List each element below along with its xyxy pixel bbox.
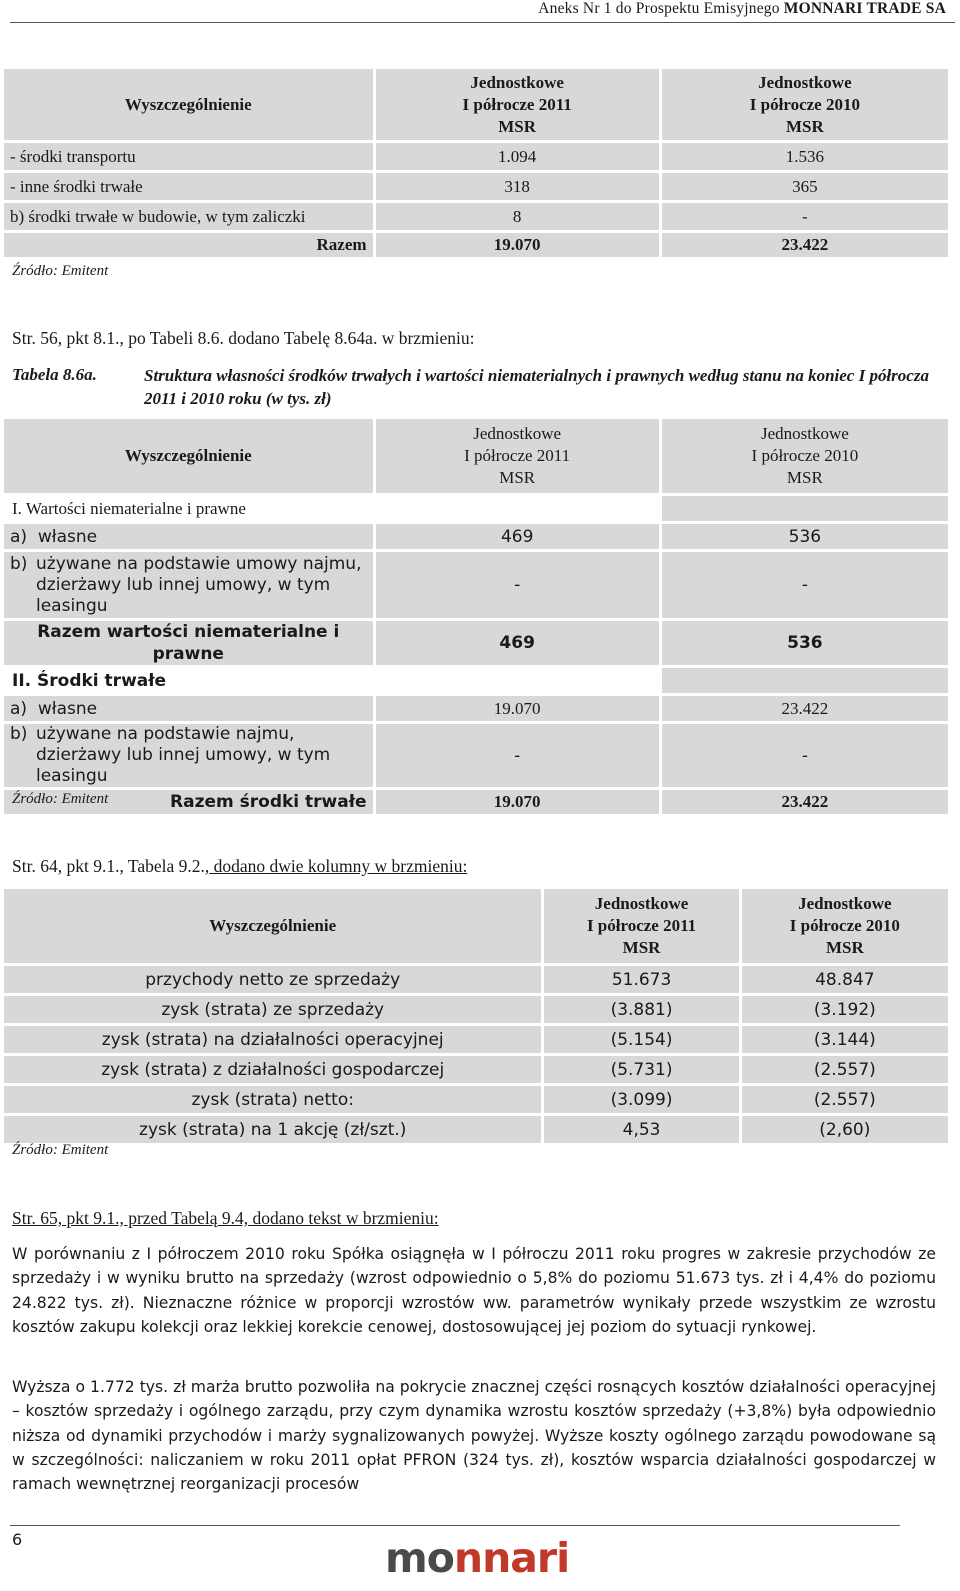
col-head-item: Wyszczególnienie <box>4 69 373 140</box>
row-label <box>4 524 373 549</box>
table-row <box>4 724 948 787</box>
col-head-item: Wyszczególnienie <box>4 419 373 493</box>
row-value-2010: - <box>662 552 948 618</box>
logo-part-a: mo <box>385 1534 454 1582</box>
subtotal-row <box>4 621 948 665</box>
table-row <box>4 173 948 200</box>
body-paragraph: W porównaniu z I półroczem 2010 roku Spółka osiągnęła w I półroczu 2011 roku progres w zakresie przychodów ze sprzedaży i w wyniku brutto na sprzedaży (wzrost odpowiednio o 5,8% do poziomu 51.673 tys. zł i 4,4% do poziomu 24.822 tys. zł). Nieznaczne różnice w proporcji wzrostów ww. parametrów wynikały przede wszystkim ze wzrostu kosztów zakupu kolekcji oraz lekkiej korekcie cenowej, dostosowującej jej poziom do sytuacji rynkowej. <box>12 1245 936 1336</box>
table-row <box>4 203 948 230</box>
row-value-2011: (5.154) <box>544 1026 738 1053</box>
row-label: zysk (strata) na 1 akcję (zł/szt.) <box>4 1116 541 1143</box>
total-label: Razem <box>4 233 373 257</box>
header-rule <box>10 22 955 23</box>
col-head-item: Wyszczególnienie <box>4 889 541 963</box>
row-value-2010: 48.847 <box>742 966 948 993</box>
page-number: 6 <box>12 1530 23 1549</box>
row-text: używane na podstawie umowy najmu, dzierżawy lub innej umowy, w tym leasingu <box>36 553 362 616</box>
table-caption-label: Tabela 8.6a. <box>12 365 97 384</box>
group-heading-row <box>4 668 948 693</box>
total-2011: 19.070 <box>376 790 659 814</box>
logo-part-b: nnari <box>453 1534 570 1582</box>
row-value-2010: (2.557) <box>742 1086 948 1113</box>
row-label: - środki transportu <box>4 143 373 170</box>
section-title: Str. 56, pkt 8.1., po Tabeli 8.6. dodano Tabelę 8.64a. w brzmieniu: <box>12 328 475 348</box>
row-label: - inne środki trwałe <box>4 173 373 200</box>
table-row <box>4 696 948 721</box>
row-value-2010: - <box>662 203 948 230</box>
total-row <box>4 790 948 814</box>
row-value-2011: (3.881) <box>544 996 738 1023</box>
total-label: Razem środki trwałe <box>4 790 373 814</box>
fixed-assets-table <box>1 66 951 260</box>
total-row <box>4 233 948 257</box>
section-title-ref: Str. 64, pkt 9.1., Tabela 9.2., <box>12 856 210 876</box>
row-label: zysk (strata) ze sprzedaży <box>4 996 541 1023</box>
source-note: Źródło: Emitent <box>12 791 109 807</box>
row-value-2011: 318 <box>376 173 659 200</box>
row-value-2010: (2.557) <box>742 1056 948 1083</box>
row-marker: b) <box>10 553 28 574</box>
table-row <box>4 966 948 993</box>
monnari-logo <box>385 1534 569 1582</box>
row-value-2011: 469 <box>376 524 659 549</box>
row-value-2011: 19.070 <box>376 696 659 721</box>
row-label: przychody netto ze sprzedaży <box>4 966 541 993</box>
row-marker: a) <box>10 526 28 547</box>
source-note: Źródło: Emitent <box>12 263 109 279</box>
table-row <box>4 1116 948 1143</box>
col-head-2011: Jednostkowe I półrocze 2011 MSR <box>376 419 659 493</box>
table-row <box>4 552 948 618</box>
section-title-text: Str. 65, pkt 9.1., przed Tabelą 9.4, dodano tekst w brzmieniu: <box>12 1208 439 1228</box>
section-title-text: dodano dwie kolumny w brzmieniu: <box>209 856 468 876</box>
footer-rule <box>10 1525 900 1526</box>
row-value-2010: (3.144) <box>742 1026 948 1053</box>
row-label <box>4 552 373 618</box>
row-label <box>4 724 373 787</box>
row-label <box>4 696 373 721</box>
subtotal-label: Razem wartości niematerialne i prawne <box>4 621 373 665</box>
table-row <box>4 996 948 1023</box>
group-heading: I. Wartości niematerialne i prawne <box>12 498 246 518</box>
row-label: zysk (strata) z działalności gospodarczej <box>4 1056 541 1083</box>
col-head-2011: Jednostkowe I półrocze 2011 MSR <box>544 889 738 963</box>
row-label: zysk (strata) na działalności operacyjnej <box>4 1026 541 1053</box>
col-head-2010: Jednostkowe I półrocze 2010 MSR <box>662 419 948 493</box>
row-value-2011: - <box>376 552 659 618</box>
row-marker: b) <box>10 724 28 744</box>
row-value-2011: (3.099) <box>544 1086 738 1113</box>
row-value-2011: 51.673 <box>544 966 738 993</box>
financial-results-table <box>1 886 951 1146</box>
header-prefix: Aneks Nr 1 do Prospektu Emisyjnego <box>538 0 784 17</box>
row-value-2010: - <box>662 724 948 787</box>
section-title <box>12 1208 439 1229</box>
section-title <box>12 856 467 877</box>
row-label: zysk (strata) netto: <box>4 1086 541 1113</box>
table-row <box>4 1086 948 1113</box>
row-value-2011: (5.731) <box>544 1056 738 1083</box>
col-head-2010: Jednostkowe I półrocze 2010 MSR <box>742 889 948 963</box>
header-company: MONNARI TRADE SA <box>783 0 946 17</box>
col-head-2010: Jednostkowe I półrocze 2010 MSR <box>662 69 948 140</box>
row-value-2010: 365 <box>662 173 948 200</box>
row-text: używane na podstawie najmu, dzierżawy lub innej umowy, w tym leasingu <box>36 724 331 786</box>
total-2010: 23.422 <box>662 790 948 814</box>
table-row <box>4 524 948 549</box>
col-head-2011: Jednostkowe I półrocze 2011 MSR <box>376 69 659 140</box>
row-label: b) środki trwałe w budowie, w tym zaliczki <box>4 203 373 230</box>
row-text: własne <box>37 526 98 547</box>
total-2011: 19.070 <box>376 233 659 257</box>
table-caption-text: Struktura własności środków trwałych i wartości niematerialnych i prawnych według stanu na koniec I półrocza 2011 i 2010 roku (w tys. zł) <box>144 366 929 408</box>
document-header <box>538 0 946 18</box>
table-row <box>4 1026 948 1053</box>
row-value-2010: 1.536 <box>662 143 948 170</box>
table-row <box>4 1056 948 1083</box>
row-value-2010: 536 <box>662 524 948 549</box>
subtotal-2011: 469 <box>376 621 659 665</box>
row-value-2011: - <box>376 724 659 787</box>
row-value-2011: 8 <box>376 203 659 230</box>
row-value-2010: 23.422 <box>662 696 948 721</box>
row-text: własne <box>37 698 98 719</box>
subtotal-2010: 536 <box>662 621 948 665</box>
row-value-2011: 1.094 <box>376 143 659 170</box>
total-2010: 23.422 <box>662 233 948 257</box>
ownership-structure-table <box>1 416 951 817</box>
row-value-2011: 4,53 <box>544 1116 738 1143</box>
table-row <box>4 143 948 170</box>
group-heading-row <box>4 496 948 521</box>
row-value-2010: (2,60) <box>742 1116 948 1143</box>
group-heading: II. Środki trwałe <box>12 670 167 691</box>
source-note: Źródło: Emitent <box>12 1142 109 1158</box>
row-value-2010: (3.192) <box>742 996 948 1023</box>
body-paragraph: Wyższa o 1.772 tys. zł marża brutto pozwoliła na pokrycie znacznej części rosnących kosztów działalności operacyjnej – kosztów sprzedaży i ogólnego zarządu, przy czym dynamika wzrostu kosztów sprzedaży (+3,8%) była odpowiednio niższa od dynamiki przychodów i marży sygnalizowanych powyżej. Wyższe koszty ogólnego zarządu powodowane są w szczególności: naliczaniem w roku 2011 opłat PFRON (324 tys. zł), kosztów wsparcia działalności gospodarczej w ramach wewnętrznej reorganizacji procesów <box>12 1378 936 1494</box>
row-marker: a) <box>10 698 28 719</box>
